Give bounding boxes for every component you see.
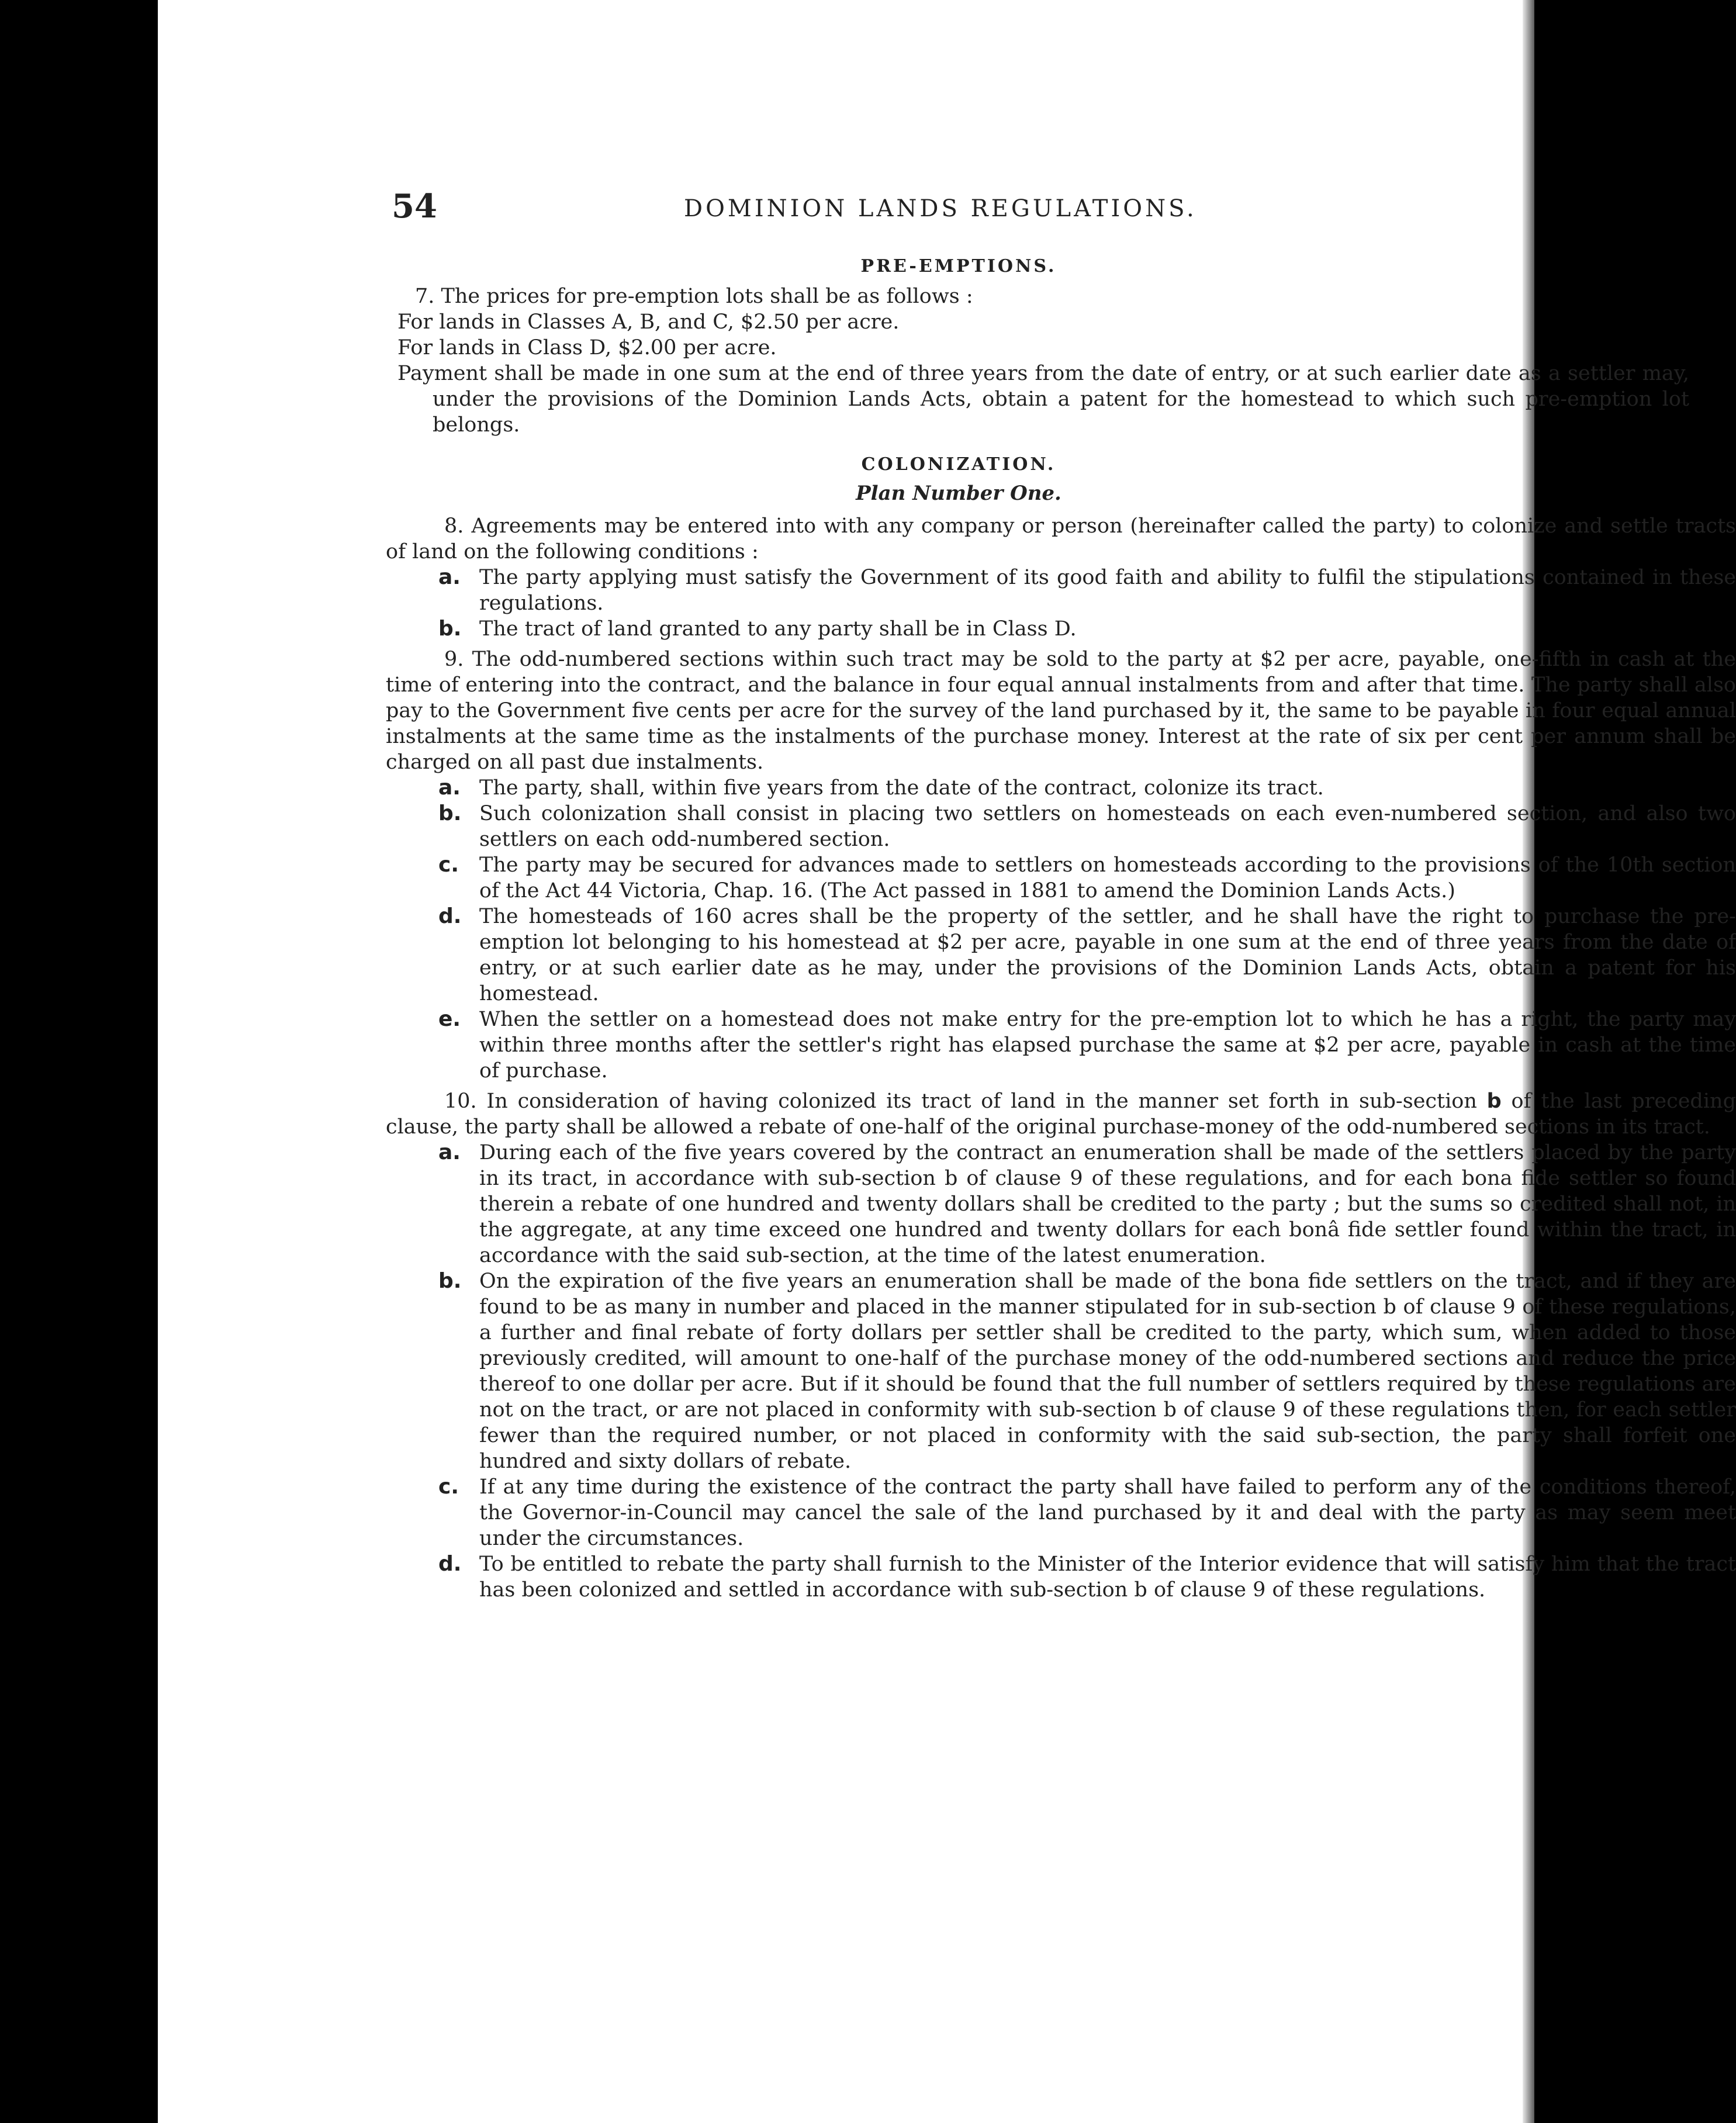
item-letter: b. (438, 801, 462, 825)
clause-10-item (240, 1474, 1736, 1551)
item-text: On the expiration of the five years an enumeration shall be made of the bona fide settlers on the tract, and if they are found to be as many in number and placed in the manner stipulated for in sub-section b of clause 9 of these regulations, a further and final rebate of forty dollars per settler shall be credited to the party, which sum, when added to those previously credited, will amount to one-half of the purchase money of the odd-numbered sections and reduce the price thereof to one dollar per acre. But if it should be found that the full number of settlers required by these regulations are not on the tract, or are not placed in conformity with sub-section b of clause 9 of these regulations then, for each settler fewer than the required number, or not placed in conformity with the said sub-section, the party shall forfeit one hundred and sixty dollars of rebate. (479, 1270, 1736, 1473)
item-letter: a. (438, 776, 461, 800)
clause-10-item (240, 1551, 1736, 1603)
clause-8: 8. Agreements may be entered into with any company or person (hereinafter called the party) to colonize and settle tracts of land on the following conditions : (386, 514, 1736, 563)
item-text: If at any time during the existence of the contract the party shall have failed to perform any of the conditions thereof, the Governor-in-Council may cancel the sale of the land purchased by it and deal with the party as may seem meet under the circumstances. (479, 1475, 1736, 1550)
page-header (240, 187, 1502, 240)
section-heading-colonization: COLONIZATION. (861, 454, 1056, 475)
clause-8-item (240, 616, 1736, 642)
item-letter: d. (438, 904, 462, 928)
item-text: The party may be secured for advances made to settlers on homesteads according to the provisions of the 10th section of the Act 44 Victoria, Chap. 16. (The Act passed in 1881 to amend the Dominion Lands Acts.) (479, 853, 1736, 903)
clause-9-item (240, 801, 1736, 852)
scan-left-border (0, 0, 158, 2123)
clause-10 (240, 1088, 1736, 1140)
item-letter: c. (438, 1475, 459, 1499)
item-letter: e. (438, 1007, 461, 1031)
page-content (240, 187, 1736, 1603)
clause-10-part-2: of the last preceding clause, the party shall be allowed a rebate of one-half of the original purchase-money of the odd-numbered sections in its tract. (386, 1090, 1736, 1139)
item-letter: d. (438, 1552, 462, 1576)
item-letter: a. (438, 565, 461, 589)
clause-10-item (240, 1140, 1736, 1268)
item-letter: a. (438, 1140, 461, 1164)
clause-9-item (240, 1007, 1736, 1084)
clause-9-item (240, 904, 1736, 1007)
clause-8-item (240, 565, 1736, 616)
item-text: Such colonization shall consist in placing two settlers on homesteads on each even-numbered section, and also two settlers on each odd-numbered section. (479, 802, 1736, 851)
item-letter: b. (438, 617, 462, 641)
item-text: The party, shall, within five years from the date of the contract, colonize its tract. (479, 776, 1324, 800)
item-text: The homesteads of 160 acres shall be the property of the settler, and he shall have the right to purchase the pre-emption lot belonging to his homestead at $2 per acre, payable in one sum at the end of three years from the date of entry, or at such earlier date as he may, under the provisions of the Dominion Lands Acts, obtain a patent for his homestead. (479, 905, 1736, 1005)
item-text: The tract of land granted to any party shall be in Class D. (479, 617, 1077, 641)
page-number: 54 (392, 187, 437, 226)
price-line-classes-abc: For lands in Classes A, B, and C, $2.50 per acre. (397, 310, 900, 334)
clause-10-item (240, 1268, 1736, 1474)
payment-paragraph: Payment shall be made in one sum at the end of three years from the date of entry, or at such earlier date as a settler may, under the provisions of the Dominion Lands Acts, obtain a patent for the homestead to which such pre-emption lot belongs. (397, 362, 1689, 437)
running-head: DOMINION LANDS REGULATIONS. (684, 195, 1197, 222)
clause-9-item (240, 852, 1736, 904)
item-letter: b. (438, 1269, 462, 1293)
item-text: The party applying must satisfy the Government of its good faith and ability to fulfil the stipulations contained in these regulations. (479, 566, 1736, 615)
clause-9-item (240, 775, 1736, 801)
section-heading-pre-emptions: PRE-EMPTIONS. (860, 256, 1057, 276)
item-text: When the settler on a homestead does not make entry for the pre-emption lot to which he has a right, the party may within three months after the settler's right has elapsed purchase the same at $2 per acre, payable in cash at the time of purchase. (479, 1008, 1736, 1083)
clause-10-part-1: 10. In consideration of having colonized its tract of land in the manner set forth in sub-section (444, 1090, 1477, 1113)
item-text: During each of the five years covered by the contract an enumeration shall be made of the settlers placed by the party in its tract, in accordance with sub-section b of clause 9 of these regulations, and for each bona fide settler so found therein a rebate of one hundred and twenty dollars shall be credited to the party ; but the sums so credited shall not, in the aggregate, at any time exceed one hundred and twenty dollars for each bonâ fide settler found within the tract, in accordance with the said sub-section, at the time of the latest enumeration. (479, 1141, 1736, 1267)
sub-section-letter: b (1486, 1090, 1502, 1113)
clause-9: 9. The odd-numbered sections within such tract may be sold to the party at $2 per acre, payable, one-fifth in cash at the time of entering into the contract, and the balance in four equal annual instalments from and after that time. The party shall also pay to the Government five cents per acre for the survey of the land purchased by it, the same to be payable in four equal annual instalments at the same time as the instalments of the purchase money. Interest at the rate of six per cent per annum shall be charged on all past due instalments. (386, 648, 1736, 774)
clause-7-lead: 7. The prices for pre-emption lots shall be as follows : (415, 285, 973, 308)
price-line-class-d: For lands in Class D, $2.00 per acre. (397, 336, 777, 359)
item-text: To be entitled to rebate the party shall furnish to the Minister of the Interior evidence that will satisfy him that the tract has been colonized and settled in accordance with sub-section b of clause 9 of these regulations. (479, 1553, 1736, 1602)
item-letter: c. (438, 853, 459, 877)
plan-number-one-heading: Plan Number One. (856, 482, 1061, 505)
